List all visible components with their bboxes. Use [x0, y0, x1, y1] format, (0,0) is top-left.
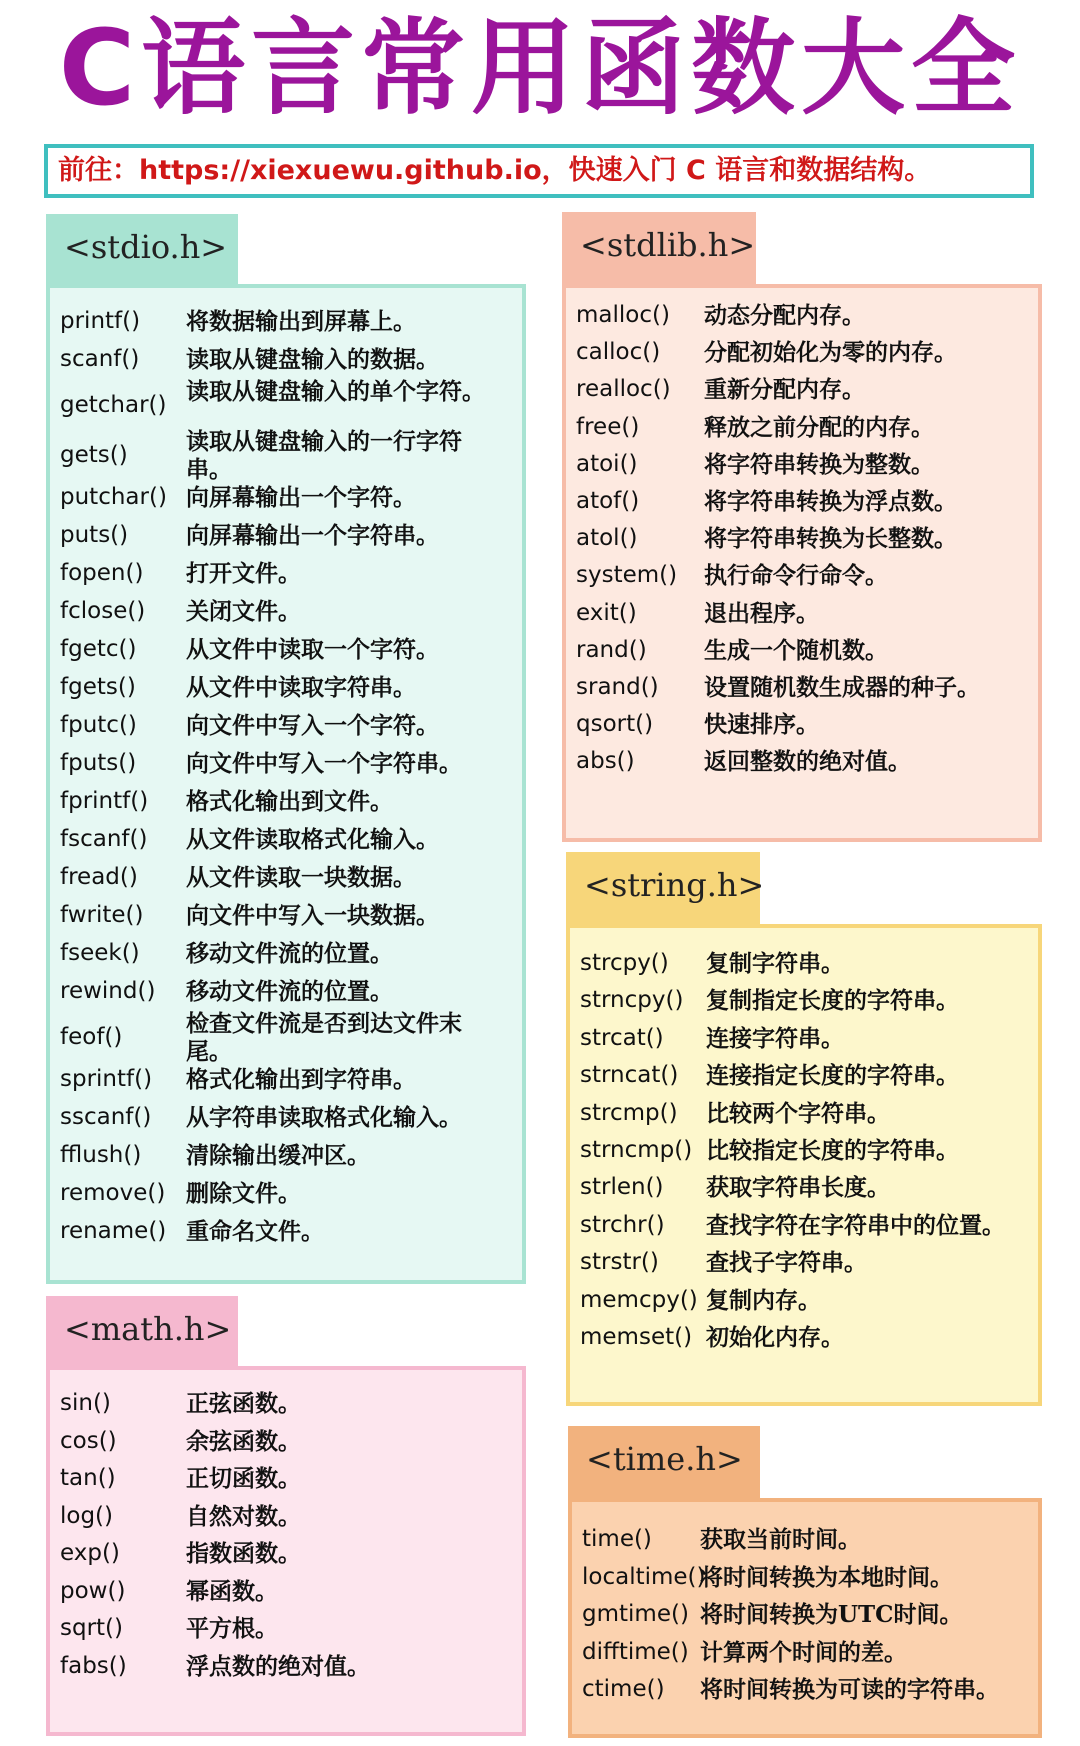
function-description: 获取字符串长度。 [706, 1174, 890, 1202]
function-description: 删除文件。 [186, 1180, 301, 1207]
function-name: log() [60, 1502, 114, 1529]
string-header: <string.h> [566, 852, 760, 924]
stdlib-function-row [566, 335, 1038, 372]
function-description: 从文件中读取一个字符。 [186, 636, 439, 663]
function-description: 读取从键盘输入的数据。 [186, 346, 439, 373]
function-name: sprintf() [60, 1066, 153, 1092]
function-name: free() [576, 413, 640, 440]
function-name: fputs() [60, 750, 137, 776]
string-function-row [570, 1021, 1038, 1058]
function-description: 计算两个时间的差。 [700, 1638, 907, 1666]
function-name: atoi() [576, 450, 638, 477]
function-description: 动态分配内存。 [704, 302, 865, 329]
function-description: 向屏幕输出一个字符串。 [186, 522, 439, 549]
math-section [46, 1296, 526, 1736]
function-name: realloc() [576, 376, 671, 403]
function-name: strchr() [580, 1211, 665, 1238]
math-list [46, 1366, 526, 1736]
function-description: 格式化输出到字符串。 [186, 1066, 416, 1093]
function-description: 复制内存。 [706, 1286, 821, 1314]
stdio-function-row [50, 898, 522, 936]
function-name: gets() [60, 442, 128, 468]
function-name: sscanf() [60, 1104, 152, 1130]
string-function-row [570, 1320, 1038, 1357]
stdlib-function-row [566, 521, 1038, 558]
function-name: time() [582, 1526, 652, 1552]
function-name: fabs() [60, 1652, 127, 1679]
math-function-row [50, 1424, 522, 1462]
function-description: 平方根。 [186, 1615, 278, 1642]
stdio-function-row [50, 670, 522, 708]
stdlib-function-row [566, 596, 1038, 633]
function-description: 正弦函数。 [186, 1390, 301, 1417]
string-function-row [570, 1208, 1038, 1245]
function-description: 清除输出缓冲区。 [186, 1142, 370, 1169]
function-name: strcmp() [580, 1099, 678, 1126]
string-function-row [570, 1245, 1038, 1282]
stdlib-list [562, 284, 1042, 842]
string-function-row [570, 1170, 1038, 1207]
function-description: 将字符串转换为长整数。 [704, 525, 957, 553]
stdio-function-row [50, 480, 522, 518]
function-description: 自然对数。 [186, 1502, 301, 1530]
stdio-function-row [50, 784, 522, 822]
function-name: sin() [60, 1390, 111, 1416]
math-function-row [50, 1649, 522, 1687]
stdio-function-row [50, 746, 522, 784]
function-name: memset() [580, 1324, 693, 1350]
function-name: gmtime() [582, 1601, 689, 1627]
stdlib-function-row [566, 372, 1038, 409]
math-function-row [50, 1386, 522, 1424]
function-name: scanf() [60, 346, 140, 372]
time-function-row [572, 1672, 1038, 1710]
stdlib-function-row [566, 410, 1038, 447]
function-name: puts() [60, 522, 129, 548]
function-name: pow() [60, 1577, 126, 1604]
function-description: 向文件中写入一块数据。 [186, 902, 439, 929]
time-function-row [572, 1597, 1038, 1635]
stdlib-function-row [566, 744, 1038, 781]
string-function-row [570, 1096, 1038, 1133]
function-description: 分配初始化为零的内存。 [704, 339, 957, 367]
function-description: 余弦函数。 [186, 1427, 301, 1455]
function-name: strstr() [580, 1249, 659, 1276]
math-function-row [50, 1461, 522, 1499]
stdio-section [46, 214, 526, 1284]
math-function-row [50, 1574, 522, 1612]
function-name: fputc() [60, 712, 137, 738]
function-description: 幂函数。 [186, 1577, 278, 1605]
function-description: 获取当前时间。 [700, 1526, 861, 1553]
string-section [566, 852, 1042, 1406]
function-name: qsort() [576, 711, 654, 738]
stdio-function-row [50, 1100, 522, 1138]
function-name: fflush() [60, 1142, 142, 1168]
function-description: 设置随机数生成器的种子。 [704, 674, 980, 701]
function-name: atol() [576, 525, 638, 552]
stdio-function-row [50, 708, 522, 746]
function-description: 连接字符串。 [706, 1024, 844, 1052]
stdio-function-row [50, 632, 522, 670]
function-name: strncpy() [580, 987, 684, 1014]
function-description: 向屏幕输出一个字符。 [186, 484, 416, 511]
stdlib-function-row [566, 484, 1038, 521]
string-function-row [570, 983, 1038, 1020]
function-name: fscanf() [60, 826, 148, 852]
function-description: 从文件读取一块数据。 [186, 864, 416, 891]
function-description: 检查文件流是否到达文件末尾。 [186, 1010, 462, 1065]
stdlib-header: <stdlib.h> [562, 212, 756, 284]
function-name: memcpy() [580, 1286, 698, 1313]
function-name: strcat() [580, 1024, 664, 1051]
function-description: 从文件读取格式化输入。 [186, 826, 439, 853]
function-name: fprintf() [60, 788, 149, 814]
function-name: fgets() [60, 674, 136, 700]
function-name: abs() [576, 748, 635, 775]
function-name: fseek() [60, 940, 140, 966]
function-name: exp() [60, 1540, 120, 1566]
stdio-function-row [50, 304, 522, 342]
stdio-function-row [50, 822, 522, 860]
stdio-function-row [50, 594, 522, 632]
function-name: fwrite() [60, 902, 144, 928]
function-description: 移动文件流的位置。 [186, 978, 393, 1005]
function-description: 将字符串转换为整数。 [704, 450, 934, 478]
time-function-row [572, 1560, 1038, 1598]
function-description: 执行命令行命令。 [704, 562, 888, 590]
function-description: 初始化内存。 [706, 1324, 844, 1351]
function-name: strlen() [580, 1174, 664, 1201]
function-description: 移动文件流的位置。 [186, 940, 393, 967]
function-name: rename() [60, 1218, 167, 1244]
function-name: ctime() [582, 1676, 665, 1702]
function-name: cos() [60, 1427, 117, 1454]
stdio-function-row [50, 1138, 522, 1176]
page-title: C语言常用函数大全 [58, 7, 1022, 129]
math-function-row [50, 1536, 522, 1574]
stdio-function-row [50, 1062, 522, 1100]
function-description: 查找字符在字符串中的位置。 [706, 1211, 1005, 1239]
function-name: strcpy() [580, 950, 669, 976]
function-name: printf() [60, 308, 141, 334]
function-name: putchar() [60, 484, 167, 510]
stdlib-function-row [566, 707, 1038, 744]
stdlib-section [562, 212, 1042, 842]
time-header: <time.h> [568, 1426, 760, 1498]
function-description: 读取从键盘输入的单个字符。 [186, 378, 485, 405]
function-name: feof() [60, 1024, 123, 1050]
stdio-function-row [50, 860, 522, 898]
function-name: fclose() [60, 598, 146, 624]
string-function-row [570, 1133, 1038, 1170]
stdio-function-row [50, 380, 522, 430]
stdlib-function-row [566, 298, 1038, 335]
function-name: calloc() [576, 339, 661, 366]
function-name: getchar() [60, 392, 167, 418]
function-name: srand() [576, 674, 659, 700]
stdio-function-row [50, 428, 522, 483]
stdlib-function-row [566, 558, 1038, 595]
string-function-row [570, 1058, 1038, 1095]
function-description: 快速排序。 [704, 711, 819, 739]
function-name: fgetc() [60, 636, 137, 662]
time-section [568, 1426, 1042, 1738]
function-name: localtime() [582, 1563, 706, 1590]
function-description: 返回整数的绝对值。 [704, 748, 911, 776]
stdlib-function-row [566, 633, 1038, 670]
function-description: 从字符串读取格式化输入。 [186, 1104, 462, 1131]
function-name: tan() [60, 1465, 116, 1491]
stdio-function-row [50, 518, 522, 556]
function-description: 退出程序。 [704, 599, 819, 627]
function-name: atof() [576, 488, 640, 514]
stdio-header: <stdio.h> [46, 214, 238, 284]
function-description: 向文件中写入一个字符。 [186, 712, 439, 739]
function-description: 指数函数。 [186, 1540, 301, 1567]
stdio-function-row [50, 342, 522, 380]
function-name: fopen() [60, 560, 144, 586]
function-name: malloc() [576, 302, 670, 328]
function-name: strncat() [580, 1062, 679, 1089]
stdio-function-row [50, 936, 522, 974]
string-function-row [570, 1283, 1038, 1320]
math-function-row [50, 1499, 522, 1537]
function-description: 读取从键盘输入的一行字符串。 [186, 428, 462, 483]
function-description: 正切函数。 [186, 1465, 301, 1492]
time-function-row [572, 1522, 1038, 1560]
stdio-list [46, 284, 526, 1284]
function-name: strncmp() [580, 1137, 693, 1163]
function-description: 将数据输出到屏幕上。 [186, 308, 416, 335]
stdio-function-row [50, 1214, 522, 1252]
math-header: <math.h> [46, 1296, 238, 1366]
function-description: 释放之前分配的内存。 [704, 413, 934, 441]
function-description: 向文件中写入一个字符串。 [186, 750, 462, 777]
function-description: 生成一个随机数。 [704, 636, 888, 664]
function-name: exit() [576, 599, 637, 626]
function-name: difftime() [582, 1638, 689, 1665]
function-description: 复制指定长度的字符串。 [706, 987, 959, 1015]
stdio-function-row [50, 556, 522, 594]
function-description: 重命名文件。 [186, 1218, 324, 1245]
function-description: 将字符串转换为浮点数。 [704, 488, 957, 515]
math-function-row [50, 1611, 522, 1649]
stdlib-function-row [566, 670, 1038, 707]
time-list [568, 1498, 1042, 1738]
string-function-row [570, 946, 1038, 983]
function-description: 浮点数的绝对值。 [186, 1652, 370, 1680]
string-list [566, 924, 1042, 1406]
function-description: 比较指定长度的字符串。 [706, 1137, 959, 1164]
function-description: 重新分配内存。 [704, 376, 865, 404]
function-description: 将时间转换为本地时间。 [700, 1563, 953, 1591]
function-name: fread() [60, 864, 138, 890]
function-description: 格式化输出到文件。 [186, 788, 393, 815]
website-banner: 前往：https://xiexuewu.github.io，快速入门 C 语言和数据结构。 [44, 144, 1034, 198]
function-description: 将时间转换为UTC时间。 [700, 1601, 963, 1628]
function-name: sqrt() [60, 1615, 124, 1641]
function-description: 查找子字符串。 [706, 1249, 867, 1277]
time-function-row [572, 1635, 1038, 1673]
function-name: system() [576, 562, 678, 589]
function-description: 从文件中读取字符串。 [186, 674, 416, 701]
function-description: 将时间转换为可读的字符串。 [700, 1676, 999, 1703]
stdio-function-row [50, 974, 522, 1012]
function-description: 打开文件。 [186, 560, 301, 587]
function-description: 比较两个字符串。 [706, 1099, 890, 1127]
function-name: rand() [576, 636, 647, 663]
function-description: 连接指定长度的字符串。 [706, 1062, 959, 1090]
function-description: 复制字符串。 [706, 950, 844, 977]
function-name: remove() [60, 1180, 166, 1206]
stdlib-function-row [566, 447, 1038, 484]
stdio-function-row [50, 1176, 522, 1214]
function-description: 关闭文件。 [186, 598, 301, 625]
function-name: rewind() [60, 978, 156, 1004]
stdio-function-row [50, 1010, 522, 1065]
